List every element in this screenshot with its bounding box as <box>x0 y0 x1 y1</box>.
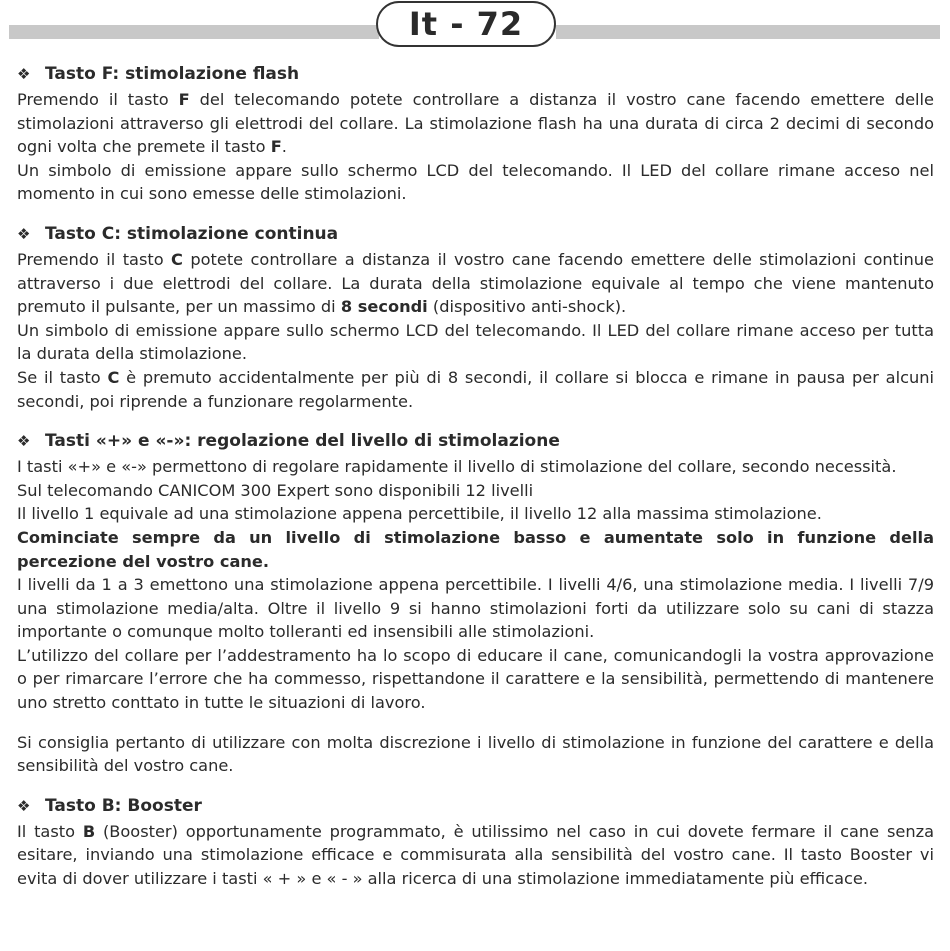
section-heading <box>17 222 934 246</box>
paragraph: Un simbolo di emissione appare sullo schermo LCD del telecomando. Il LED del collare rimane acceso per tutta la durata della stimolazione. <box>17 320 934 364</box>
paragraph: Se il tasto C è premuto accidentalmente per più di 8 secondi, il collare si blocca e rimane in pausa per alcuni secondi, poi riprende a funzionare regolarmente. <box>17 367 934 411</box>
paragraph-spacer <box>17 715 934 731</box>
paragraph: I livelli da 1 a 3 emettono una stimolazione appena percettibile. I livelli 4/6, una stimolazione media. I livelli 7/9 una stimolazione media/alta. Oltre il livello 9 si hanno stimolazioni forti da utilizzare solo su cani di stazza importante o comunque molto tolleranti ed insensibili alle stimolazioni. <box>17 575 934 642</box>
document-body <box>17 62 934 907</box>
section-title: Tasto F: stimolazione flash <box>45 64 300 84</box>
section-title: Tasto B: Booster <box>45 795 202 816</box>
header-rule-right <box>556 25 940 39</box>
section-heading <box>17 794 934 818</box>
diamond-bullet-icon: ❖ <box>17 796 31 815</box>
section-title: Tasti «+» e «-»: regolazione del livello di stimolazione <box>45 431 560 452</box>
paragraph: Il tasto B (Booster) opportunamente programmato, è utilissimo nel caso in cui dovete fermare il cane senza esitare, inviando una stimolazione efficace e commisurata alla sensibilità del vostro cane. Il tasto Booster vi evita di dover utilizzare i tasti « + » e « - » alla ricerca di una stimolazione immediatamente più efficace. <box>17 821 935 889</box>
paragraph: Premendo il tasto F del telecomando potete controllare a distanza il vostro cane facendo emettere delle stimolazioni attraverso gli elettrodi del collare. La stimolazione flash ha una durata di circa 2 decimi di secondo ogni volta che premete il tasto F. <box>17 90 934 157</box>
warning-paragraph: Cominciate sempre da un livello di stimolazione basso e aumentate solo in funzione della percezione del vostro cane. <box>17 527 934 571</box>
section-tasto-c <box>17 222 934 413</box>
paragraph: Sul telecomando CANICOM 300 Expert sono disponibili 12 livelli <box>17 480 534 500</box>
paragraph: Un simbolo di emissione appare sullo schermo LCD del telecomando. Il LED del collare rimane acceso nel momento in cui sono emesse delle stimolazioni. <box>17 160 934 204</box>
section-heading <box>17 62 934 86</box>
section-tasto-b <box>17 794 934 891</box>
paragraph: Premendo il tasto C potete controllare a distanza il vostro cane facendo emettere delle stimolazioni continue attraverso i due elettrodi del collare. La durata della stimolazione equivale al tempo che viene mantenuto premuto il pulsante, per un massimo di 8 secondi (dispositivo anti-shock). <box>17 249 934 317</box>
page-header <box>0 0 950 52</box>
section-tasti-plus-minus <box>17 429 934 778</box>
header-rule-left <box>9 25 379 39</box>
paragraph: L’utilizzo del collare per l’addestramento ha lo scopo di educare il cane, comunicandogli la vostra approvazione o per rimarcare l’errore che ha commesso, rispettandone il carattere e la sensibilità, permettendo di mantenere uno stretto conttato in tutte le situazioni di lavoro. <box>17 645 934 713</box>
diamond-bullet-icon: ❖ <box>17 432 31 451</box>
section-tasto-f <box>17 62 934 206</box>
paragraph: Si consiglia pertanto di utilizzare con molta discrezione i livello di stimolazione in funzione del carattere e della sensibilità del vostro cane. <box>17 732 934 776</box>
paragraph: I tasti «+» e «-» permettono di regolare rapidamente il livello di stimolazione del collare, secondo necessità. <box>17 457 897 477</box>
page-number-badge <box>376 1 556 47</box>
diamond-bullet-icon: ❖ <box>17 224 31 243</box>
section-heading <box>17 429 934 453</box>
diamond-bullet-icon: ❖ <box>17 65 31 83</box>
paragraph: Il livello 1 equivale ad una stimolazione appena percettibile, il livello 12 alla massima stimolazione. <box>17 504 822 524</box>
section-title: Tasto C: stimolazione continua <box>45 223 339 244</box>
page-number: It - 72 <box>408 5 524 43</box>
